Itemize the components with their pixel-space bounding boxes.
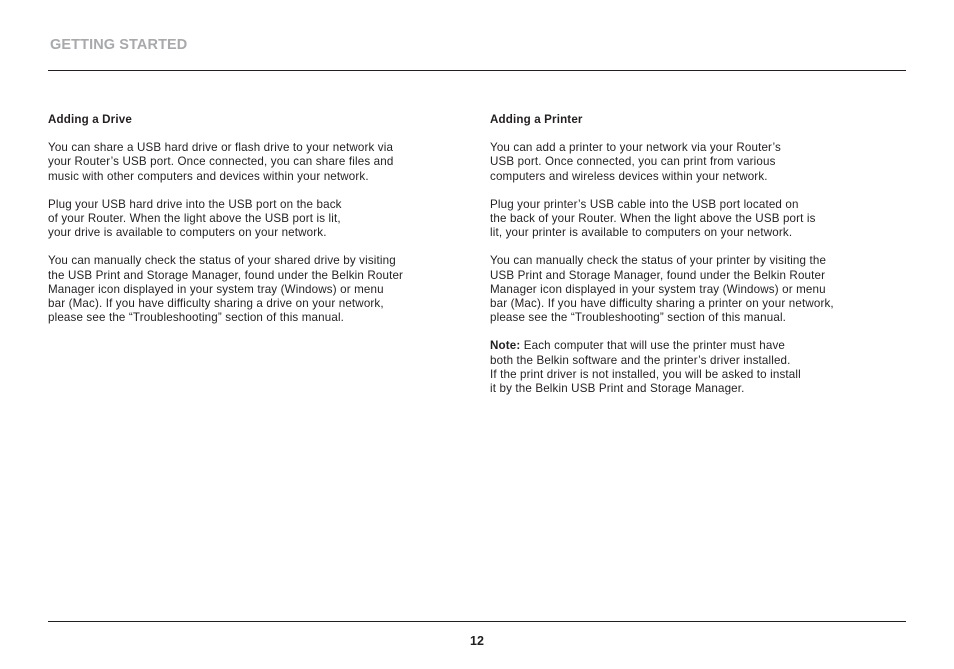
text-line: your Router’s USB port. Once connected, you can share files and — [48, 155, 394, 169]
left-paragraph-1 — [48, 141, 458, 184]
left-column-heading: Adding a Drive — [48, 113, 132, 126]
right-paragraph-2 — [490, 198, 890, 241]
right-paragraph-3 — [490, 254, 890, 325]
top-divider — [48, 70, 906, 71]
text-line: the back of your Router. When the light above the USB port is — [490, 212, 816, 226]
text-line: You can share a USB hard drive or flash drive to your network via — [48, 141, 394, 155]
text-line: please see the “Troubleshooting” section of this manual. — [48, 311, 345, 325]
page-number: 12 — [470, 634, 484, 648]
left-paragraph-2 — [48, 198, 458, 241]
text-line: You can add a printer to your network via your Router’s — [490, 141, 781, 155]
left-paragraph-3 — [48, 254, 458, 325]
right-column-heading: Adding a Printer — [490, 113, 583, 126]
note-paragraph — [490, 339, 890, 396]
right-column — [490, 113, 890, 410]
text-line: the USB Print and Storage Manager, found under the Belkin Router — [48, 268, 404, 282]
note-first-line — [490, 339, 890, 353]
text-line: You can manually check the status of your printer by visiting the — [490, 254, 827, 268]
left-column — [48, 113, 458, 339]
text-line: it by the Belkin USB Print and Storage Manager. — [490, 382, 745, 396]
text-line: USB Print and Storage Manager, found under the Belkin Router — [490, 268, 826, 282]
text-line: please see the “Troubleshooting” section of this manual. — [490, 311, 787, 325]
bottom-divider — [48, 621, 906, 622]
text-line: USB port. Once connected, you can print from various — [490, 155, 776, 169]
text-line: Manager icon displayed in your system tray (Windows) or menu — [490, 282, 826, 296]
text-line: bar (Mac). If you have difficulty sharing a printer on your network, — [490, 297, 834, 311]
text-line: If the print driver is not installed, you will be asked to install — [490, 367, 801, 381]
right-paragraph-1 — [490, 141, 890, 184]
text-line: of your Router. When the light above the USB port is lit, — [48, 212, 341, 226]
text-line: Manager icon displayed in your system tray (Windows) or menu — [48, 282, 384, 296]
text-line: Plug your printer’s USB cable into the USB port located on — [490, 197, 799, 211]
note-label: Note: — [490, 339, 521, 353]
text-line: lit, your printer is available to computers on your network. — [490, 226, 793, 240]
text-line: You can manually check the status of your shared drive by visiting — [48, 254, 396, 268]
note-text: Each computer that will use the printer must have — [520, 339, 785, 353]
text-line: bar (Mac). If you have difficulty sharing a drive on your network, — [48, 297, 384, 311]
section-header: GETTING STARTED — [50, 37, 188, 53]
text-line: both the Belkin software and the printer’s driver installed. — [490, 353, 791, 367]
text-line: your drive is available to computers on your network. — [48, 226, 327, 240]
text-line: computers and wireless devices within your network. — [490, 169, 768, 183]
text-line: music with other computers and devices within your network. — [48, 169, 369, 183]
text-line: Plug your USB hard drive into the USB port on the back — [48, 197, 342, 211]
